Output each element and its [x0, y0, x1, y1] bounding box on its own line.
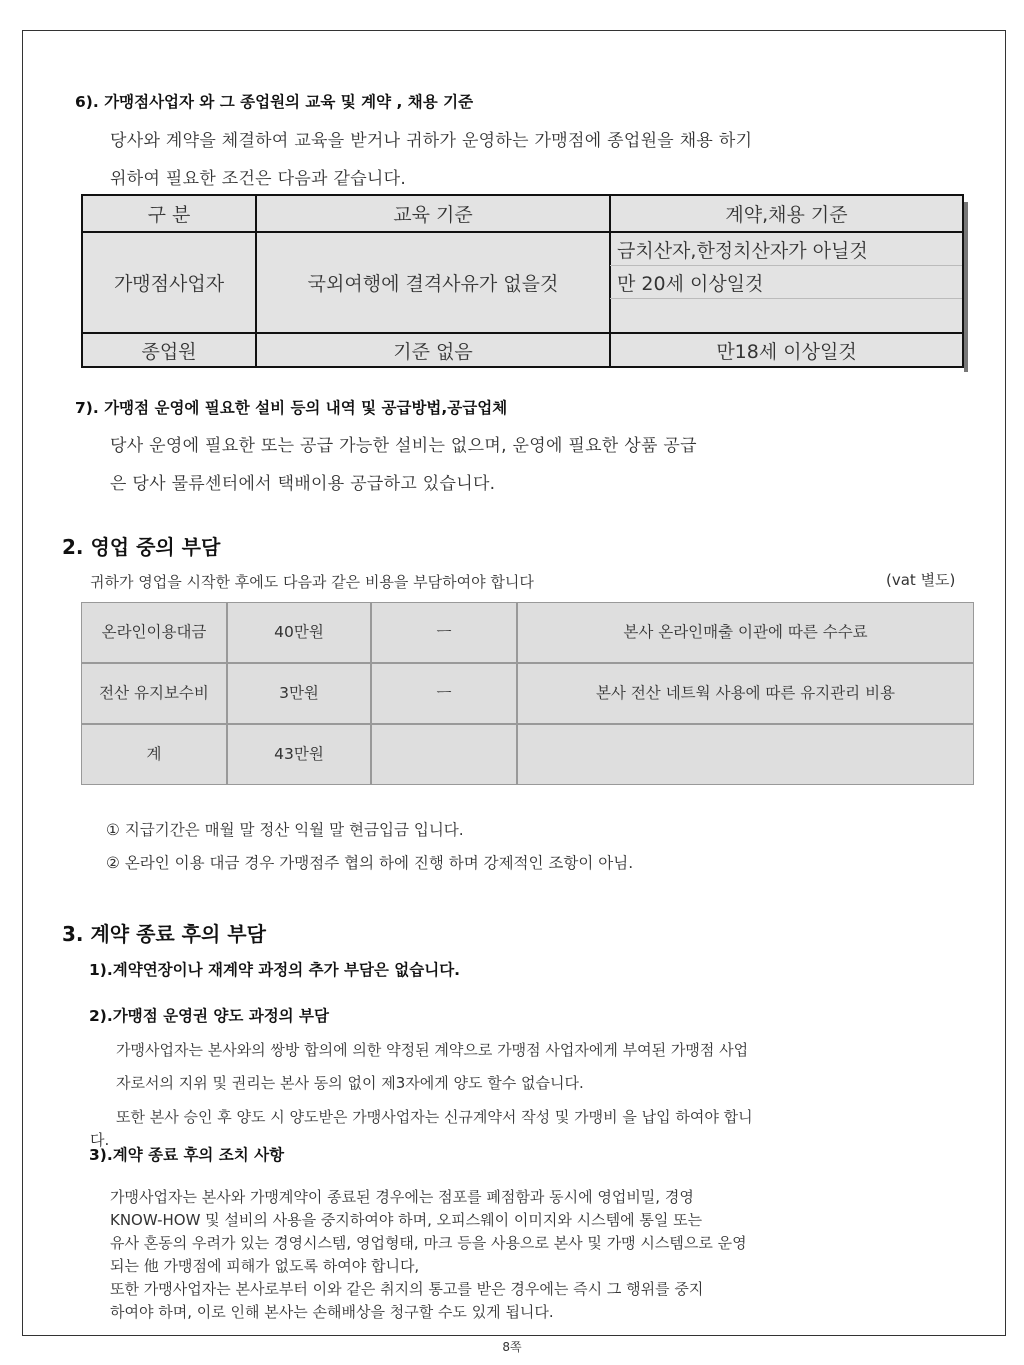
section-3-sub-3: 3).계약 종료 후의 조치 사항	[89, 1146, 285, 1164]
section-6-line-2: 위하여 필요한 조건은 다음과 같습니다.	[110, 169, 407, 189]
section-7-line-1: 당사 운영에 필요한 또는 공급 가능한 설비는 없으며, 운영에 필요한 상품 공급	[110, 436, 697, 456]
page-number: 8쪽	[502, 1340, 522, 1354]
table-shadow	[964, 202, 968, 372]
table-row	[81, 663, 974, 724]
sub-3-line: KNOW-HOW 및 설비의 사용을 중지하여야 하며, 오피스웨이 이미지와 시스템에 통일 또는	[110, 1211, 703, 1229]
row-employee-label: 종업원	[141, 340, 197, 363]
section-7-heading: 7). 가맹점 운영에 필요한 설비 등의 내역 및 공급방법,공급업체	[75, 399, 508, 417]
row-employee-contract: 만18세 이상일것	[716, 340, 857, 363]
sub-2-line-3: 또한 본사 승인 후 양도 시 양도받은 가맹사업자는 신규계약서 작성 및 가맹비 을 납입 하여야 합니	[116, 1108, 753, 1126]
cost-item: 계	[81, 724, 227, 785]
section-3-sub-1: 1).계약연장이나 재계약 과정의 추가 부담은 없습니다.	[89, 961, 461, 979]
cost-amount: 3만원	[227, 663, 371, 724]
payment-note-1: ① 지급기간은 매월 말 정산 익월 말 현금입금 입니다.	[106, 821, 464, 839]
table-row	[81, 602, 974, 663]
row-franchisee-contract-1: 금치산자,한정치산자가 아닐것	[617, 239, 868, 262]
section-2-heading: 2. 영업 중의 부담	[62, 535, 221, 559]
sub-3-line: 유사 혼동의 우려가 있는 경영시스템, 영업형태, 마크 등을 사용으로 본사 및 가맹 시스템으로 운영	[110, 1234, 747, 1252]
row-franchisee-education: 국외여행에 결격사유가 없을것	[307, 273, 559, 295]
sub-3-line: 되는 他 가맹점에 피해가 없도록 하여야 합니다,	[110, 1257, 420, 1275]
section-7-line-2: 은 당사 물류센터에서 택배이용 공급하고 있습니다.	[110, 474, 496, 494]
operating-costs-table	[81, 602, 974, 785]
payment-note-2: ② 온라인 이용 대금 경우 가맹점주 협의 하에 진행 하며 강제적인 조항이 아님.	[106, 854, 634, 872]
sub-2-line-2: 자로서의 지위 및 권리는 본사 동의 없이 제3자에게 양도 할수 없습니다.	[116, 1074, 584, 1092]
table-row	[81, 724, 974, 785]
cost-description	[517, 724, 974, 785]
education-contract-table	[81, 194, 964, 368]
section-6-line-1: 당사와 계약을 체결하여 교육을 받거나 귀하가 운영하는 가맹점에 종업원을 채용 하기	[110, 131, 753, 151]
cost-dash: ㅡ	[371, 663, 517, 724]
cost-amount: 40만원	[227, 602, 371, 663]
section-3-heading: 3. 계약 종료 후의 부담	[62, 922, 266, 946]
sub-3-line: 하여야 하며, 이로 인해 본사는 손해배상을 청구할 수도 있게 됩니다.	[110, 1303, 554, 1321]
cost-description: 본사 온라인매출 이관에 따른 수수료	[517, 602, 974, 663]
section-3-sub-2: 2).가맹점 운영권 양도 과정의 부담	[89, 1007, 329, 1025]
vat-note: (vat 별도)	[886, 571, 956, 589]
row-franchisee-contract-3	[611, 299, 962, 332]
section-6-heading: 6). 가맹점사업자 와 그 종업원의 교육 및 계약 , 채용 기준	[75, 93, 474, 111]
sub-3-line: 가맹사업자는 본사와 가맹계약이 종료된 경우에는 점포를 폐점함과 동시에 영업비밀, 경영	[110, 1188, 694, 1206]
cost-item: 전산 유지보수비	[81, 663, 227, 724]
cost-item: 온라인이용대금	[81, 602, 227, 663]
sub-2-line-1: 가맹사업자는 본사와의 쌍방 합의에 의한 약정된 계약으로 가맹점 사업자에게 부여된 가맹점 사업	[116, 1041, 749, 1059]
sub-2-line-3-tail: 다.	[90, 1131, 110, 1149]
sub-3-line: 또한 가맹사업자는 본사로부터 이와 같은 취지의 통고를 받은 경우에는 즉시 그 행위를 중지	[110, 1280, 704, 1298]
cost-dash	[371, 724, 517, 785]
section-2-intro: 귀하가 영업을 시작한 후에도 다음과 같은 비용을 부담하여야 합니다	[90, 573, 534, 591]
table-header-education: 교육 기준	[393, 204, 473, 226]
cost-amount: 43만원	[227, 724, 371, 785]
cost-description: 본사 전산 네트웍 사용에 따른 유지관리 비용	[517, 663, 974, 724]
row-franchisee-label: 가맹점사업자	[113, 273, 225, 295]
row-franchisee-contract-2: 만 20세 이상일것	[617, 272, 764, 295]
table-header-category: 구 분	[147, 204, 191, 226]
table-header-contract: 계약,채용 기준	[725, 204, 848, 226]
cost-dash: ㅡ	[371, 602, 517, 663]
row-employee-education: 기준 없음	[393, 340, 473, 363]
